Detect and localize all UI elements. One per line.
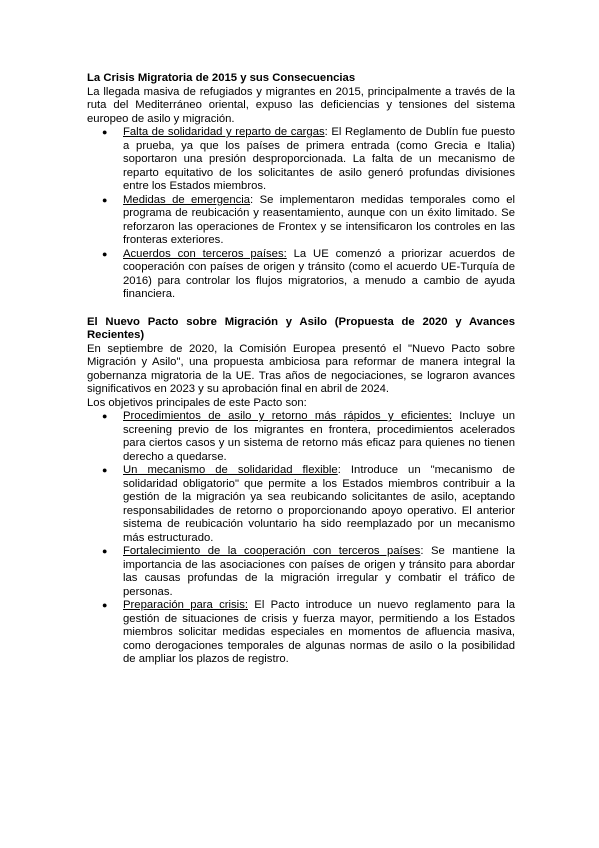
list-item: [87, 545, 515, 599]
bullet-icon: ●: [102, 248, 108, 259]
bullet-icon: ●: [102, 600, 108, 610]
item-label: Fortalecimiento de la cooperación con terceros países: [123, 545, 421, 557]
section-2-heading: El Nuevo Pacto sobre Migración y Asilo (Propuesta de 2020 y Avances Recientes): [87, 315, 515, 341]
section-2-list: [87, 410, 515, 667]
item-label: Falta de solidaridad y reparto de cargas: [123, 126, 325, 138]
section-1-heading: La Crisis Migratoria de 2015 y sus Consecuencias: [87, 72, 356, 84]
section-spacer: [87, 302, 515, 316]
item-separator: :: [420, 545, 424, 557]
bullet-icon: ●: [102, 194, 108, 205]
bullet-icon: ●: [102, 411, 108, 421]
bullet-icon: ●: [102, 127, 108, 137]
bullet-icon: ●: [102, 465, 108, 475]
item-label: Procedimientos de asilo y retorno más rápidos y eficientes:: [123, 410, 452, 422]
section-2-intro: En septiembre de 2020, la Comisión Europea presentó el "Nuevo Pacto sobre Migración y Asilo", una propuesta ambiciosa para reformar de manera integral la gobernanza migratoria de la UE. Tras años de negociaciones, se lograron avances significativos en 2023 y su aprobación final en abril de 2024.: [87, 342, 515, 395]
item-text: Introduce un "mecanismo de solidaridad obligatorio" que permite a los Estados miembros contribuir a la gestión de la migración ya sea reubicando solicitantes de asilo, aceptando responsabilidades de retorno o proporcionando apoyo operativo. El anterior sistema de reubicación voluntario ha sido reemplazado por un mecanismo más estructurado.: [123, 464, 516, 544]
bullet-icon: ●: [102, 546, 108, 556]
item-text: El Reglamento de Dublín fue puesto a prueba, ya que los países de primera entrada (como Grecia e Italia) soportaron una presión desproporcionada. La falta de un mecanismo de reparto equitativo de los solicitantes de asilo generó profundas divisiones entre los Estados miembros.: [123, 126, 515, 192]
item-label: Preparación para crisis:: [123, 599, 248, 611]
list-item: [87, 248, 515, 302]
section-1-intro: La llegada masiva de refugiados y migrantes en 2015, principalmente a través de la ruta del Mediterráneo oriental, expuso las deficiencias y tensiones del sistema europeo de asilo y migración.: [87, 85, 515, 125]
list-item: [87, 126, 515, 194]
section-1-list: [87, 126, 515, 302]
item-separator: :: [337, 464, 341, 476]
list-item: [87, 194, 515, 248]
section-2-lead: Los objetivos principales de este Pacto son:: [87, 396, 307, 409]
item-separator: :: [324, 126, 328, 138]
item-label: Acuerdos con terceros países:: [123, 247, 287, 260]
item-text: Se implementaron medidas temporales como el programa de reubicación y reasentamiento, aunque con un éxito limitado. Se reforzaron las operaciones de Frontex y se intensificaron los controles en las fronteras exteriores.: [123, 193, 515, 246]
item-label: Medidas de emergencia: [123, 193, 251, 206]
item-label: Un mecanismo de solidaridad flexible: [123, 464, 338, 476]
document-page: [87, 72, 515, 667]
item-text: La UE comenzó a priorizar acuerdos de cooperación con países de origen y tránsito (como el acuerdo UE-Turquía de 2016) para controlar los flujos migratorios, a menudo a cambio de ayuda financiera.: [123, 247, 515, 300]
list-item: [87, 410, 515, 464]
list-item: [87, 599, 515, 667]
list-item: [87, 464, 515, 545]
item-text: Incluye un screening previo de los migrantes en frontera, procedimientos acelerados para ciertos casos y un sistema de retorno más eficaz para quienes no tienen derecho a quedarse.: [123, 410, 515, 463]
item-text: Se mantiene la importancia de las asociaciones con países de origen y tránsito para abordar las causas profundas de la migración irregular y combatir el tráfico de personas.: [123, 545, 515, 598]
item-separator: :: [250, 193, 254, 206]
item-text: El Pacto introduce un nuevo reglamento para la gestión de situaciones de crisis y fuerza mayor, permitiendo a los Estados miembros solicitar medidas especiales en momentos de afluencia masiva, como derogaciones temporales de algunas normas de asilo o la posibilidad de ampliar los plazos de registro.: [123, 599, 516, 665]
